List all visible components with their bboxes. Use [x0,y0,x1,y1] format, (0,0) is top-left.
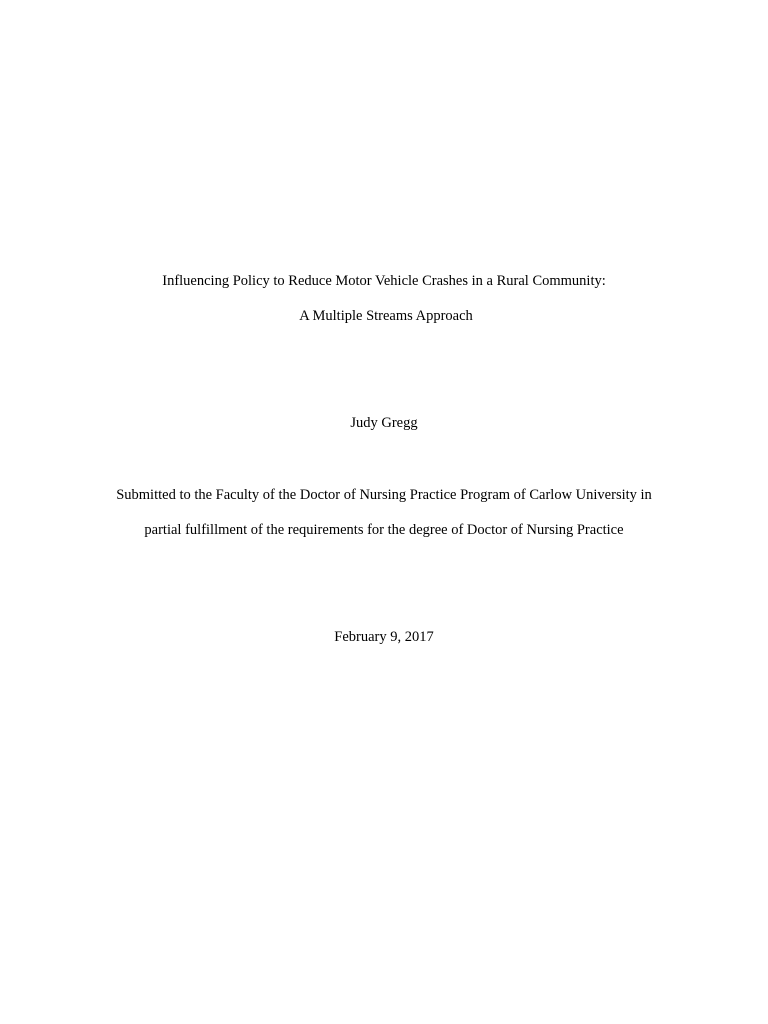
submission-statement-line-1: Submitted to the Faculty of the Doctor of Nursing Practice Program of Carlow University in [116,487,652,503]
title-line-2: A Multiple Streams Approach [299,308,473,324]
title-line-1: Influencing Policy to Reduce Motor Vehicle Crashes in a Rural Community: [162,273,606,289]
submission-statement-line-2: partial fulfillment of the requirements for the degree of Doctor of Nursing Practice [144,522,624,538]
author-name: Judy Gregg [350,415,418,431]
submission-date: February 9, 2017 [334,629,434,645]
